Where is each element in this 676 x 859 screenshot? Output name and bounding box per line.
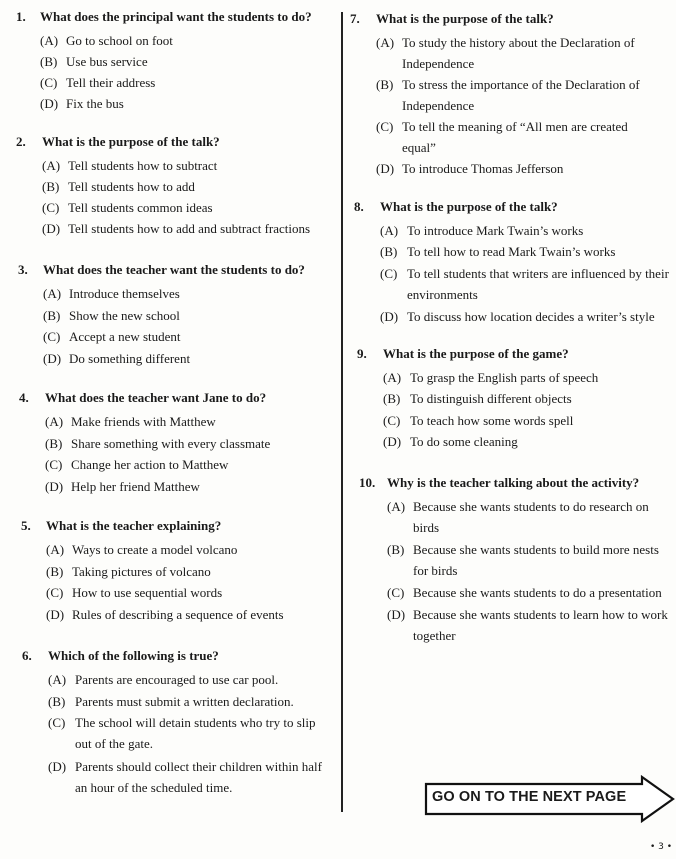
option-text: The school will detain students who try to slip out of the gate. <box>75 715 316 752</box>
option-b <box>345 74 676 116</box>
option-label: (C) <box>380 265 398 281</box>
option-a <box>0 30 340 51</box>
column-divider <box>341 12 343 812</box>
option-text: Ways to create a model volcano <box>72 542 238 557</box>
option-label: (D) <box>45 478 64 494</box>
option-text: Rules of describing a sequence of events <box>72 606 284 622</box>
option-b <box>0 433 340 455</box>
option-text: To stress the importance of the Declaration of Independence <box>402 77 640 114</box>
option-text: Because she wants students to do research on birds <box>413 499 649 536</box>
option-text: Taking pictures of volcano <box>72 563 211 579</box>
question-text: What is the purpose of the talk? <box>380 199 558 214</box>
question-text: What is the purpose of the game? <box>383 346 569 361</box>
option-label: (B) <box>45 435 63 451</box>
option-label: (A) <box>43 286 62 301</box>
option-label: (B) <box>376 77 394 92</box>
option-text: Go to school on foot <box>66 33 173 48</box>
option-d <box>0 604 340 626</box>
option-text: To grasp the English parts of speech <box>410 370 599 385</box>
option-label: (D) <box>376 161 395 176</box>
question-9 <box>345 346 676 452</box>
option-d <box>345 604 676 647</box>
option-text: To distinguish different objects <box>410 391 572 407</box>
option-label: (C) <box>45 457 63 472</box>
option-label: (A) <box>46 542 65 557</box>
question-text: What is the purpose of the talk? <box>42 134 220 149</box>
option-d <box>0 756 340 800</box>
question-1 <box>0 9 340 114</box>
option-d <box>345 431 676 452</box>
option-c <box>345 410 676 431</box>
option-b <box>345 539 676 582</box>
question-number: 10. <box>359 475 376 490</box>
question-4 <box>0 390 340 497</box>
option-label: (D) <box>40 96 59 111</box>
question-number: 7. <box>350 11 360 26</box>
option-label: (C) <box>387 585 405 600</box>
option-d <box>0 218 340 239</box>
question-2 <box>0 134 340 239</box>
option-c <box>0 197 340 218</box>
question-text: What does the teacher want Jane to do? <box>45 390 267 405</box>
option-label: (B) <box>380 244 398 260</box>
option-c <box>0 712 340 756</box>
option-a <box>0 155 340 176</box>
option-label: (C) <box>383 412 401 428</box>
option-text: Change her action to Matthew <box>71 457 229 472</box>
option-label: (D) <box>48 759 67 774</box>
option-a <box>0 283 340 305</box>
option-text: How to use sequential words <box>72 585 223 600</box>
option-text: Do something different <box>69 350 191 366</box>
question-number: 5. <box>21 518 31 533</box>
option-text: To introduce Thomas Jefferson <box>402 161 564 176</box>
option-text: Show the new school <box>69 307 180 323</box>
option-text: Because she wants students to build more nests for birds <box>413 542 659 579</box>
option-a <box>0 539 340 561</box>
option-label: (D) <box>42 221 61 236</box>
option-text: Use bus service <box>66 54 148 69</box>
option-label: (D) <box>383 433 402 449</box>
option-text: Parents must submit a written declaration. <box>75 693 294 709</box>
question-number: 9. <box>357 346 367 361</box>
option-label: (B) <box>43 307 61 323</box>
question-number: 8. <box>354 199 364 214</box>
option-text: To tell students that writers are influenced by their environments <box>407 265 669 302</box>
option-label: (C) <box>40 75 58 90</box>
option-label: (C) <box>42 200 60 215</box>
option-text: Share something with every classmate <box>71 435 271 451</box>
option-b <box>0 51 340 72</box>
option-label: (A) <box>40 33 59 48</box>
option-c <box>0 72 340 93</box>
option-text: Help her friend Matthew <box>71 478 200 494</box>
option-text: To tell how to read Mark Twain’s works <box>407 244 616 260</box>
option-a <box>345 220 676 241</box>
question-text: What is the purpose of the talk? <box>376 11 554 26</box>
option-label: (C) <box>46 585 64 600</box>
option-c <box>0 326 340 348</box>
option-text: To study the history about the Declaration of Independence <box>402 35 635 72</box>
question-10 <box>345 475 676 647</box>
option-c <box>345 116 676 158</box>
option-text: Tell students common ideas <box>68 200 213 215</box>
option-d <box>0 348 340 370</box>
option-a <box>345 496 676 539</box>
option-text: Make friends with Matthew <box>71 414 216 429</box>
option-a <box>0 411 340 433</box>
option-c <box>345 582 676 604</box>
option-label: (A) <box>383 370 402 385</box>
option-d <box>0 476 340 498</box>
option-b <box>0 176 340 197</box>
option-text: Parents are encouraged to use car pool. <box>75 672 279 687</box>
option-label: (B) <box>383 391 401 407</box>
option-label: (B) <box>42 179 60 194</box>
option-label: (A) <box>45 414 64 429</box>
option-text: Accept a new student <box>69 329 181 344</box>
option-label: (B) <box>48 693 66 709</box>
option-label: (A) <box>380 223 399 238</box>
option-a <box>0 669 340 691</box>
question-number: 6. <box>22 648 32 663</box>
option-text: Parents should collect their children within half an hour of the scheduled time. <box>75 759 322 796</box>
option-text: Fix the bus <box>66 96 124 111</box>
question-7 <box>345 11 676 179</box>
option-b <box>0 561 340 583</box>
option-label: (D) <box>43 350 62 366</box>
option-b <box>0 691 340 713</box>
option-label: (B) <box>46 563 64 579</box>
option-label: (A) <box>376 35 395 50</box>
question-3 <box>0 262 340 369</box>
question-text: Which of the following is true? <box>48 648 219 663</box>
question-text: Why is the teacher talking about the activity? <box>387 475 640 490</box>
option-label: (A) <box>48 672 67 687</box>
option-text: To teach how some words spell <box>410 412 574 428</box>
option-text: Because she wants students to learn how to work together <box>413 606 668 643</box>
option-text: To discuss how location decides a writer’s style <box>407 308 655 324</box>
option-text: Tell students how to add and subtract fractions <box>68 221 311 236</box>
option-text: Introduce themselves <box>69 286 180 301</box>
question-number: 1. <box>16 9 26 24</box>
option-text: To do some cleaning <box>410 433 518 449</box>
option-b <box>345 388 676 409</box>
option-a <box>345 367 676 388</box>
option-label: (D) <box>46 606 65 622</box>
option-label: (C) <box>48 715 66 730</box>
option-c <box>345 263 676 306</box>
next-page-label: GO ON TO THE NEXT PAGE <box>432 789 627 805</box>
option-label: (B) <box>40 54 58 69</box>
option-label: (B) <box>387 542 405 557</box>
page-number: • 3 • <box>650 842 673 852</box>
option-label: (C) <box>376 119 394 134</box>
question-text: What does the principal want the students to do? <box>40 9 312 24</box>
option-d <box>345 158 676 179</box>
option-d <box>345 306 676 327</box>
option-text: Tell students how to add <box>68 179 195 194</box>
option-label: (D) <box>380 308 399 324</box>
question-number: 4. <box>19 390 29 405</box>
question-number: 2. <box>16 134 26 149</box>
option-d <box>0 93 340 114</box>
question-8 <box>345 199 676 327</box>
option-b <box>345 241 676 262</box>
option-label: (C) <box>43 329 61 344</box>
question-number: 3. <box>18 262 28 277</box>
option-label: (A) <box>42 158 61 173</box>
option-a <box>345 32 676 74</box>
question-text: What does the teacher want the students to do? <box>43 262 305 277</box>
option-label: (A) <box>387 499 406 514</box>
option-text: Tell their address <box>66 75 156 90</box>
question-text: What is the teacher explaining? <box>46 518 222 533</box>
option-label: (D) <box>387 606 406 622</box>
option-b <box>0 305 340 327</box>
option-text: Because she wants students to do a presentation <box>413 585 662 600</box>
option-text: To introduce Mark Twain’s works <box>407 223 584 238</box>
option-c <box>0 582 340 604</box>
question-5 <box>0 518 340 625</box>
next-page-arrow <box>424 775 676 823</box>
option-c <box>0 454 340 476</box>
question-6 <box>0 648 340 800</box>
option-text: Tell students how to subtract <box>68 158 218 173</box>
option-text: To tell the meaning of “All men are created equal” <box>402 119 628 156</box>
